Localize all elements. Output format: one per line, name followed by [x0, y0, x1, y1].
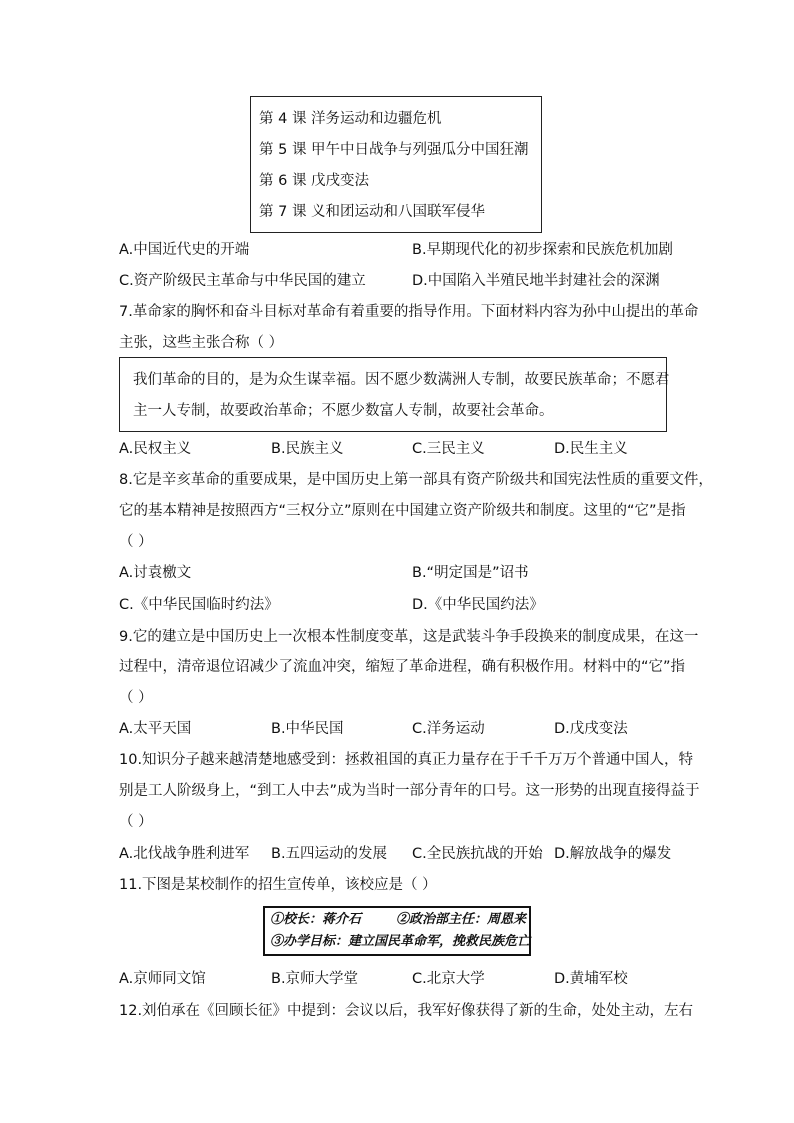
q9-option-a: A.太平天国 — [119, 721, 192, 737]
q9-option-d: D.戊戌变法 — [554, 721, 628, 737]
q11-option-c: C.北京大学 — [412, 971, 485, 987]
q10-option-b: B.五四运动的发展 — [271, 846, 388, 862]
q7-option-d: D.民生主义 — [554, 441, 628, 457]
q9-option-c: C.洋务运动 — [412, 721, 485, 737]
q7-option-b: B.民族主义 — [271, 441, 344, 457]
q10-stem-line1: 10.知识分子越来越清楚地感受到：拯救祖国的真正力量存在于千千万万个普通中国人，特 — [119, 752, 694, 768]
lesson-list-box — [250, 96, 542, 233]
q7-option-c: C.三民主义 — [412, 441, 485, 457]
q11-option-b: B.京师大学堂 — [271, 971, 359, 987]
q11-option-a: A.京师同文馆 — [119, 971, 206, 987]
lesson-item: 第 4 课 洋务运动和边疆危机 — [259, 111, 442, 127]
flyer-school-goal: ③办学目标：建立国民革命军，挽救民族危亡 — [270, 934, 531, 949]
q7-quote-box — [119, 357, 670, 432]
q8-option-b: B.“明定国是”诏书 — [412, 565, 529, 581]
q6-option-a: A.中国近代史的开端 — [119, 242, 250, 258]
q12-stem-line1: 12.刘伯承在《回顾长征》中提到：会议以后，我军好像获得了新的生命，处处主动，左右 — [119, 1003, 694, 1019]
q7-stem-line1: 7.革命家的胸怀和奋斗目标对革命有着重要的指导作用。下面材料内容为孙中山提出的革命 — [119, 304, 699, 320]
recruitment-flyer — [263, 906, 531, 956]
q10-option-d: D.解放战争的爆发 — [554, 846, 672, 862]
q7-quote-line2: 主一人专制，故要政治革命；不愿少数富人专制，故要社会革命。 — [133, 403, 554, 419]
lesson-item: 第 6 课 戊戌变法 — [259, 173, 370, 189]
q8-stem-line1: 8.它是辛亥革命的重要成果，是中国历史上第一部具有资产阶级共和国宪法性质的重要文件， — [119, 472, 713, 488]
q10-option-a: A.北伐战争胜利进军 — [119, 846, 250, 862]
lesson-item: 第 5 课 甲午中日战争与列强瓜分中国狂潮 — [259, 142, 529, 158]
q10-stem-line3: （ ） — [119, 814, 153, 830]
q8-option-a: A.讨袁檄文 — [119, 565, 192, 581]
q9-stem-line3: （ ） — [119, 690, 153, 706]
q11-stem: 11.下图是某校制作的招生宣传单，该校应是（ ） — [119, 877, 437, 893]
q11-option-d: D.黄埔军校 — [554, 971, 628, 987]
q6-option-c: C.资产阶级民主革命与中华民国的建立 — [119, 273, 366, 289]
lesson-item: 第 7 课 义和团运动和八国联军侵华 — [259, 204, 486, 220]
q7-quote-line1: 我们革命的目的，是为众生谋幸福。因不愿少数满洲人专制，故要民族革命；不愿君 — [133, 372, 670, 388]
q9-stem-line1: 9.它的建立是中国历史上一次根本性制度变革，这是武装斗争手段换来的制度成果，在这一 — [119, 629, 699, 645]
q8-stem-line2: 它的基本精神是按照西方“三权分立”原则在中国建立资产阶级共和制度。这里的“它”是指 — [119, 503, 686, 519]
q10-stem-line2: 别是工人阶级身上，“到工人中去”成为当时一部分青年的口号。这一形势的出现直接得益于 — [119, 783, 700, 799]
q8-stem-line3: （ ） — [119, 534, 153, 550]
q8-option-c: C.《中华民国临时约法》 — [119, 597, 279, 613]
q7-option-a: A.民权主义 — [119, 441, 192, 457]
flyer-political-director: ②政治部主任：周恩来 — [396, 912, 527, 927]
q10-option-c: C.全民族抗战的开始 — [412, 846, 543, 862]
q9-option-b: B.中华民国 — [271, 721, 344, 737]
q9-stem-line2: 过程中，清帝退位诏减少了流血冲突，缩短了革命进程，确有积极作用。材料中的“它”指 — [119, 659, 686, 675]
q6-option-b: B.早期现代化的初步探索和民族危机加剧 — [412, 242, 674, 258]
q6-option-d: D.中国陷入半殖民地半封建社会的深渊 — [412, 273, 660, 289]
q7-stem-line2: 主张，这些主张合称（ ） — [119, 335, 284, 351]
q8-option-d: D.《中华民国约法》 — [412, 597, 544, 613]
flyer-principal: ①校长：蒋介石 — [270, 912, 362, 927]
